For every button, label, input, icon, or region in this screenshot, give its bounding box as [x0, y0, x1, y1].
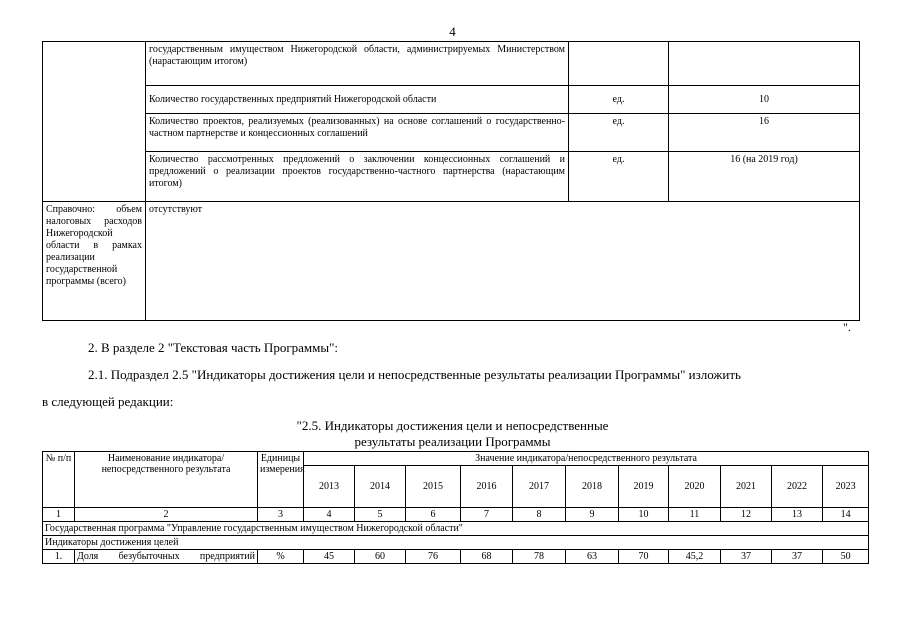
- header-unit: Единицы измерения: [258, 452, 304, 508]
- value-cell: 45,2: [669, 550, 721, 564]
- table-row: [43, 86, 860, 114]
- table-row: [43, 550, 869, 564]
- value-cell: 76: [406, 550, 461, 564]
- year-cell: 2022: [772, 466, 823, 508]
- column-number: 4: [304, 508, 355, 522]
- indicator-cell: государственным имуществом Нижегородской области, администрируемых Министерством (нарастающим итогом): [146, 42, 569, 86]
- value-cell: 16 (на 2019 год): [669, 152, 860, 202]
- column-numbers-row: [43, 508, 869, 522]
- year-cell: 2016: [461, 466, 513, 508]
- year-cell: 2021: [721, 466, 772, 508]
- value-cell: 78: [513, 550, 566, 564]
- column-number: 14: [823, 508, 869, 522]
- value-cell: 50: [823, 550, 869, 564]
- value-cell: [669, 42, 860, 86]
- header-values: Значение индикатора/непосредственного результата: [304, 452, 869, 466]
- unit-cell: ед.: [569, 86, 669, 114]
- indicator-cell: Количество рассмотренных предложений о заключении концессионных соглашений и предложений о реализации проектов государственно-частного партнерства (нарастающим итогом): [146, 152, 569, 202]
- reference-value-cell: отсутствуют: [146, 202, 860, 321]
- column-number: 10: [619, 508, 669, 522]
- year-cell: 2019: [619, 466, 669, 508]
- value-cell: 63: [566, 550, 619, 564]
- page-number: 4: [449, 24, 456, 39]
- unit-cell: [569, 42, 669, 86]
- closing-quote: ".: [843, 320, 851, 334]
- column-number: 12: [721, 508, 772, 522]
- table-cell: [43, 42, 146, 202]
- year-cell: 2020: [669, 466, 721, 508]
- paragraph: 2.1. Подраздел 2.5 "Индикаторы достижения цели и непосредственные результаты реализации Программы" изложить: [88, 367, 741, 382]
- header-num: № п/п: [43, 452, 75, 508]
- header-name: Наименование индикатора/непосредственного результата: [75, 452, 258, 508]
- year-cell: 2013: [304, 466, 355, 508]
- row-unit: %: [258, 550, 304, 564]
- table-row: [43, 152, 860, 202]
- section-title: [0, 418, 905, 450]
- column-number: 6: [406, 508, 461, 522]
- column-number: 9: [566, 508, 619, 522]
- table-row: [43, 114, 860, 152]
- table-row: [43, 202, 860, 321]
- year-cell: 2017: [513, 466, 566, 508]
- value-cell: 70: [619, 550, 669, 564]
- indicator-cell: Количество государственных предприятий Нижегородской области: [146, 86, 569, 114]
- group-row: [43, 536, 869, 550]
- row-name: Доля безубыточных предприятий: [75, 550, 258, 564]
- program-name-cell: Государственная программа "Управление государственным имуществом Нижегородской области": [43, 522, 869, 536]
- year-cell: 2018: [566, 466, 619, 508]
- year-cell: 2015: [406, 466, 461, 508]
- unit-cell: ед.: [569, 152, 669, 202]
- value-cell: 10: [669, 86, 860, 114]
- column-number: 1: [43, 508, 75, 522]
- column-number: 8: [513, 508, 566, 522]
- section-title-line: результаты реализации Программы: [354, 434, 551, 449]
- unit-cell: ед.: [569, 114, 669, 152]
- section-title-line: "2.5. Индикаторы достижения цели и непосредственные: [296, 418, 609, 433]
- indicators-table-continued: [42, 41, 860, 321]
- column-number: 13: [772, 508, 823, 522]
- year-cell: 2014: [355, 466, 406, 508]
- value-cell: 45: [304, 550, 355, 564]
- value-cell: 37: [772, 550, 823, 564]
- paragraph: 2. В разделе 2 "Текстовая часть Программы":: [88, 340, 339, 355]
- value-cell: 60: [355, 550, 406, 564]
- indicators-table: [42, 451, 869, 564]
- column-number: 5: [355, 508, 406, 522]
- program-row: [43, 522, 869, 536]
- paragraph: в следующей редакции:: [42, 394, 174, 409]
- reference-label-cell: Справочно: объем налоговых расходов Нижегородской области в рамках реализации государственной программы (всего): [43, 202, 146, 321]
- row-number: 1.: [43, 550, 75, 564]
- column-number: 11: [669, 508, 721, 522]
- value-cell: 16: [669, 114, 860, 152]
- group-name-cell: Индикаторы достижения целей: [43, 536, 869, 550]
- year-cell: 2023: [823, 466, 869, 508]
- table-header-row: [43, 452, 869, 466]
- value-cell: 68: [461, 550, 513, 564]
- table-row: [43, 42, 860, 86]
- indicator-cell: Количество проектов, реализуемых (реализованных) на основе соглашений о государственно-частном партнерстве и концессионных соглашений: [146, 114, 569, 152]
- column-number: 3: [258, 508, 304, 522]
- column-number: 7: [461, 508, 513, 522]
- column-number: 2: [75, 508, 258, 522]
- value-cell: 37: [721, 550, 772, 564]
